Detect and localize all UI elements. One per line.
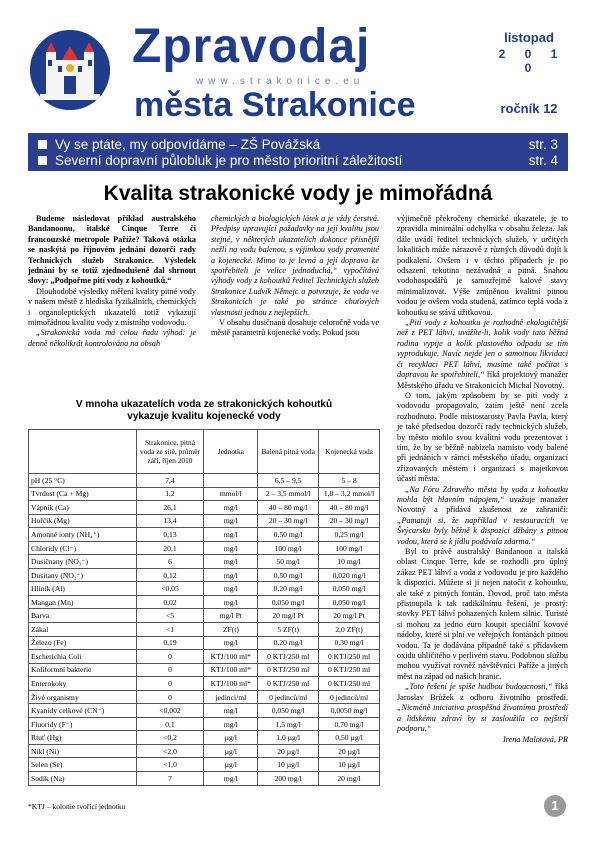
- table-row: [29, 474, 380, 488]
- article-paragraph: Dlouhodobé výsledky měření kvality pitné vody v našem městě z hlediska fyzikálních, chemických i organoleptických ukazatelů totiž vykazují mimořádnou kvalitu vody z místního vodovodu.: [28, 286, 196, 328]
- table-cell: mg/l: [204, 528, 258, 542]
- table-cell: <0,002: [136, 704, 204, 718]
- table-cell: <2,0: [136, 744, 204, 758]
- table-cell: 5 – 8: [319, 474, 380, 488]
- table-row: [29, 595, 380, 609]
- table-cell: 0,02: [136, 595, 204, 609]
- table-cell: mg/l Pt: [204, 609, 258, 623]
- table-cell: 0,1: [136, 717, 204, 731]
- issue-year: 2 0 1 0: [498, 47, 566, 75]
- table-body: [29, 474, 380, 786]
- table-cell: 0: [136, 690, 204, 704]
- table-cell: mg/l: [204, 636, 258, 650]
- table-row-label: Mangan (Mn): [29, 595, 137, 609]
- table-header-cell: Balená pitná voda: [258, 430, 319, 474]
- table-caption: [28, 399, 380, 423]
- article-quote: „Na Fóru Zdravého města by voda z kohoutku mohla být hlavním nápojem,“: [397, 484, 568, 504]
- table-cell: 0: [136, 677, 204, 691]
- article-attribution: říká projektový manažer Městského úřadu ve Strakonicích Michal Novotný.: [397, 370, 568, 390]
- table-cell: 5 ZF(t): [258, 623, 319, 637]
- table-cell: 0: [136, 663, 204, 677]
- article-paragraph: O tom, jakým způsobem by se pití vody z vodovodu propagovalo, zatím ještě není zcela rozhodnuto. Podle místostarosty Pavla Pavla, který je také předsedou dozorčí rady technických služeb, by město mohlo svou kvalitní vodu prezentovat i tím, že by se běžně nabízela namísto vody balené při jednáních v rámci městského úřadu, organizací zřizovaných městem i organizací s majetkovou účastí města.: [397, 390, 568, 484]
- table-row-label: Živé organismy: [29, 690, 137, 704]
- article-paragraph: [397, 485, 568, 547]
- table-cell: 0,020 mg/l: [319, 568, 380, 582]
- table-cell: 0,19: [136, 636, 204, 650]
- table-row-label: Escherichia Coli: [29, 650, 137, 664]
- table-cell: KTJ/100 ml*: [204, 650, 258, 664]
- table-row-label: Barva: [29, 609, 137, 623]
- table-cell: 0,50 mg/l: [258, 528, 319, 542]
- table-cell: 0,050 mg/l: [319, 582, 380, 596]
- table-row: [29, 568, 380, 582]
- table-row: [29, 487, 380, 501]
- table-cell: 20 – 30 mg/l: [258, 514, 319, 528]
- table-cell: ZF(t): [204, 623, 258, 637]
- contents-banner: [28, 133, 568, 171]
- table-row: [29, 704, 380, 718]
- table-header-cell: Strakonice, pitná voda ze sítě, průměr září, říjen 2010: [136, 430, 204, 474]
- table-cell: 0,50 µg/l: [319, 731, 380, 745]
- table-row: [29, 514, 380, 528]
- table-cell: µg/l: [204, 758, 258, 772]
- table-row-label: Nikl (Ni): [29, 744, 137, 758]
- table-cell: 0,0050 mg/l: [319, 704, 380, 718]
- table-cell: 0: [136, 650, 204, 664]
- table-cell: 0 KTJ/250 ml: [319, 677, 380, 691]
- table-cell: 40 – 80 mg/l: [319, 501, 380, 515]
- table-cell: <5: [136, 609, 204, 623]
- table-cell: 20 – 30 mg/l: [319, 514, 380, 528]
- article-lead: Budeme následovat příklad australského Bandanoonu, italské Cinque Terre či francouzské metropole Paříže? Taková otázka se naskýtá po říjnovém jednání dozorčí rady Technických služeb Strakonice. Výsledek jednání by se totiž zjednodušeně dal shrnout slovy: „Podpořme pití vody z kohoutků.“: [28, 214, 196, 286]
- table-row-label: Kyanidy celkové (CN⁻): [29, 704, 137, 718]
- table-cell: 7,4: [136, 474, 204, 488]
- table-row: [29, 772, 380, 786]
- table-cell: mg/l: [204, 704, 258, 718]
- article-column-1: [28, 214, 196, 349]
- table-cell: 7: [136, 772, 204, 786]
- table-row-label: Dusitany (NO₂⁻): [29, 568, 137, 582]
- table-cell: 0,25 mg/l: [319, 528, 380, 542]
- table-row-label: Hořčík (Mg): [29, 514, 137, 528]
- table-cell: mg/l: [204, 514, 258, 528]
- table-cell: 20 mg/l Pt: [319, 609, 380, 623]
- table-cell: 0 KTJ/250 ml: [258, 663, 319, 677]
- table-cell: µg/l: [204, 731, 258, 745]
- table-cell: mg/l: [204, 582, 258, 596]
- table-cell: 0 KTJ/250 ml: [319, 650, 380, 664]
- table-row-label: Dusičnany (NO₃⁻): [29, 555, 137, 569]
- table-cell: 0 jedinců/ml: [258, 690, 319, 704]
- table-cell: mg/l: [204, 717, 258, 731]
- table-cell: 50 mg/l: [258, 555, 319, 569]
- table-cell: <0,2: [136, 731, 204, 745]
- article-quote: „Pití vody z kohoutku je rozhodně ekologičtější než z PET láhví, uvážíte-li, kolik vody tato běžná rodina vypije a kolik plastového odpadu se tím vyprodukuje. Navíc nejde jen o samotnou likvidaci či recyklaci PET láhví, musíme také počítat s dopravou ke spotřebiteli,“: [397, 318, 568, 380]
- issue-month: listopad: [504, 30, 554, 45]
- table-cell: mg/l: [204, 501, 258, 515]
- banner-item[interactable]: [38, 136, 558, 152]
- table-cell: 0,050 mg/l: [258, 704, 319, 718]
- banner-item-text: Severní dopravní půlobluk je pro město prioritní záležitostí: [55, 152, 403, 168]
- table-cell: 0,050 mg/l: [319, 595, 380, 609]
- table-cell: 20 µg/l: [258, 744, 319, 758]
- table-header-cell: Kojenecká voda: [319, 430, 380, 474]
- table-caption-line: V mnoha ukazatelích voda ze strakonických kohoutků: [75, 399, 333, 410]
- table-row: [29, 501, 380, 515]
- article-paragraph: výjimečně překročeny chemické ukazatele, je to zpravidla minimální odchylka v obsahu železa. Jak dále uvádí ředitel technických služeb, v určitých lokalitách může nárazově z různých důvodů dojít k podkalení. Ovšem i v těchto případech je po odsazení tekutina nezávadná a pitná. Snahou vodohospodářů je samozřejmě kalové stavy minimalizovat. Výše zmíněnou kvalitní pitnou vodou je ovšem voda studená, zatímco teplá voda z kohoutku se stává užitkovou.: [397, 214, 568, 317]
- table-cell: 0,13: [136, 528, 204, 542]
- table-row-label: Vápník (Ca): [29, 501, 137, 515]
- table-cell: 40 – 80 mg/l: [258, 501, 319, 515]
- article-quote: „Nicméně iniciativa prospěšná životnímu prostředí a lidskému zdraví by si zasloužila co nejširší podporu.“: [397, 703, 568, 733]
- table-cell: 0 jedinců/ml: [319, 690, 380, 704]
- issue-info: [492, 30, 566, 116]
- article-quote: „Strakonická voda má celou řadu výhod: je denně několikrát kontrolována na obsah: [28, 328, 196, 348]
- table-cell: 20 mg/l Pt: [258, 609, 319, 623]
- table-row: [29, 541, 380, 555]
- table-row-label: Fluoridy (F⁻): [29, 717, 137, 731]
- issue-volume: ročník 12: [500, 101, 558, 116]
- table-row: [29, 555, 380, 569]
- table-cell: KTJ/100 ml*: [204, 663, 258, 677]
- website-url: www.strakonice.eu: [196, 76, 365, 87]
- table-cell: 1,5 mg/l: [258, 717, 319, 731]
- table-row: [29, 717, 380, 731]
- square-bullet-icon: [38, 140, 47, 149]
- table-cell: <1: [136, 623, 204, 637]
- table-cell: 2 – 3,5 mmol/l: [258, 487, 319, 501]
- table-row-label: pH (25 °C): [29, 474, 137, 488]
- table-cell: 26,1: [136, 501, 204, 515]
- table-cell: 2,0 ZF(t): [319, 623, 380, 637]
- table-row-label: Sodík (Na): [29, 772, 137, 786]
- table-header-row: [29, 430, 380, 474]
- table-cell: 1,8 – 3,2 mmol/l: [319, 487, 380, 501]
- article-quote: „Toto řešení je spíše hudbou budoucnosti,“: [405, 682, 553, 692]
- table-row: [29, 744, 380, 758]
- table-row-label: Tvrdost (Ca + Mg): [29, 487, 137, 501]
- article-column-3: [397, 214, 568, 744]
- table-row-label: Enterokoky: [29, 677, 137, 691]
- table-row-label: Zákal: [29, 623, 137, 637]
- table-row-label: Chloridy (Cl⁻): [29, 541, 137, 555]
- table-cell: 10 mg/l: [319, 555, 380, 569]
- table-cell: 0,20 mg/l: [258, 582, 319, 596]
- table-row: [29, 677, 380, 691]
- table-footnote: *KTJ – kolonie tvořící jednotku: [28, 802, 126, 811]
- table-cell: 6: [136, 555, 204, 569]
- article-quote: „Pamatuji si, že například v restauracích ve Švýcarsku byly běžně k dispozici džbány s pitnou vodou, která se k jídlu podávala zdarma.“: [397, 515, 568, 546]
- table-cell: mg/l: [204, 555, 258, 569]
- table-cell: <0,05: [136, 582, 204, 596]
- table-cell: jedinci/ml: [204, 690, 258, 704]
- table-row: [29, 731, 380, 745]
- newsletter-title: Zpravodaj: [132, 20, 371, 73]
- banner-item[interactable]: [38, 152, 558, 168]
- table-row: [29, 609, 380, 623]
- article-paragraph: Byl to právě australský Bandanoon a italská oblast Cinque Terre, kde se rozhodli pro úplný zákaz PET láhví a voda z vodovodu je pro každého k dispozici. Můžete si ji nejen natočit z kohoutku, ale také z pitných fontán. Dovod, proč tato města přistoupila k tak radikálnímu řešení, je prostý: stovky PET láhví pohazených kolem silnic. Turisté si mohou za jedno euro koupit speciální kovové nádoby, které si plní ve veřejných fontánách pitnou vodou. Ta je dodávána případně také s přídavkem oxidu uhličitého v perlivém stavu. Podobnou službu mohou využívat rovněž návštěvníci Paříže a jiných měst na západ od našich hranic.: [397, 547, 568, 681]
- table-cell: 1,2: [136, 487, 204, 501]
- article-column-2: [211, 214, 379, 339]
- table-cell: KTJ/100 ml*: [204, 677, 258, 691]
- article-paragraph: V obsahu dusičnanů dosahuje celoročně voda ve městě parametrů kojenecké vody. Pokud jsou: [211, 318, 379, 338]
- city-crest-icon: [30, 30, 110, 110]
- table-cell: 0,12: [136, 568, 204, 582]
- table-row: [29, 650, 380, 664]
- article-attribution: říká Jaroslav Brůžek z odboru životního prostředí.: [397, 682, 568, 702]
- table-cell: 6,5 – 9,5: [258, 474, 319, 488]
- article-headline: Kvalita strakonické vody je mimořádná: [103, 182, 493, 205]
- table-row: [29, 636, 380, 650]
- masthead: [0, 0, 595, 128]
- table-row-label: Železo (Fe): [29, 636, 137, 650]
- table-cell: 0 KTJ/250 ml: [319, 663, 380, 677]
- banner-item-text: Vy se ptáte, my odpovídáme – ZŠ Povážská: [55, 136, 321, 152]
- table-cell: 200 mg/l: [258, 772, 319, 786]
- table-row: [29, 663, 380, 677]
- table-cell: 0 KTJ/250 ml: [258, 650, 319, 664]
- table-cell: 0 KTJ/250 ml: [258, 677, 319, 691]
- table-cell: 20 mg/l: [319, 772, 380, 786]
- table-header-cell: Jednotka: [204, 430, 258, 474]
- table-row: [29, 758, 380, 772]
- table-cell: 0,50 mg/l: [258, 568, 319, 582]
- table-cell: 20 µg/l: [319, 744, 380, 758]
- table-cell: µg/l: [204, 744, 258, 758]
- square-bullet-icon: [38, 156, 47, 165]
- table-row: [29, 582, 380, 596]
- table-row-label: Rtuť (Hg): [29, 731, 137, 745]
- table-cell: <1,0: [136, 758, 204, 772]
- table-cell: 13,4: [136, 514, 204, 528]
- table-cell: 10 µg/l: [258, 758, 319, 772]
- table-caption-line: vykazuje kvalitu kojenecké vody: [127, 411, 281, 422]
- article-attribution: uvažuje manažer Novotný a přidává zkušenost ze zahraničí:: [397, 494, 568, 515]
- table-row-label: Koliformní bakterie: [29, 663, 137, 677]
- table-header-cell: [29, 430, 137, 474]
- table-cell: mg/l: [204, 772, 258, 786]
- table-row-label: Amonné ionty (NH₄⁺): [29, 528, 137, 542]
- newsletter-subtitle: města Strakonice: [134, 86, 416, 124]
- article-author: Irena Malotová, PR: [503, 735, 568, 745]
- table-row: [29, 528, 380, 542]
- article-quote: chemických a biologických látek a je vždy čerstvá. Předpisy upravující požadavky na její kvalitu jsou stejné, v některých ukazatelích dokonce přísnější nežli na vodu balenou, s výjimkou vody pramenité a kojenecké. Mimo to je levná a její doprava ke spotřebiteli je velice jednoduchá,“ vypočítává výhody vody z kohoutků ředitel Technických služeb Strakonice Ludvík Němejc a potvrzuje, že voda ve Strakonicích je také po stránce chuťových vlastností jednou z nejlepších.: [211, 214, 379, 317]
- table-cell: mg/l: [204, 541, 258, 555]
- table-cell: 100 mg/l: [258, 541, 319, 555]
- article-paragraph: [397, 682, 568, 734]
- page-number: 1: [544, 795, 566, 817]
- table-cell: mg/l: [204, 595, 258, 609]
- table-cell: [204, 474, 258, 488]
- table-cell: 0,20 mg/l: [258, 636, 319, 650]
- table-cell: 100 mg/l: [319, 541, 380, 555]
- table-cell: 20,1: [136, 541, 204, 555]
- table-row-label: Hliník (Al): [29, 582, 137, 596]
- water-quality-table: [28, 429, 380, 786]
- table-row: [29, 623, 380, 637]
- table-cell: 1,0 µg/l: [258, 731, 319, 745]
- table-row-label: Selen (Se): [29, 758, 137, 772]
- table-cell: mg/l: [204, 568, 258, 582]
- table-cell: mmol/l: [204, 487, 258, 501]
- banner-item-page: str. 3: [528, 136, 558, 152]
- banner-item-page: str. 4: [528, 152, 558, 168]
- table-cell: 10 µg/l: [319, 758, 380, 772]
- article-paragraph: [397, 318, 568, 391]
- table-cell: 0,050 mg/l: [258, 595, 319, 609]
- table-cell: 0,70 mg/l: [319, 717, 380, 731]
- table-row: [29, 690, 380, 704]
- table-cell: 0,30 mg/l: [319, 636, 380, 650]
